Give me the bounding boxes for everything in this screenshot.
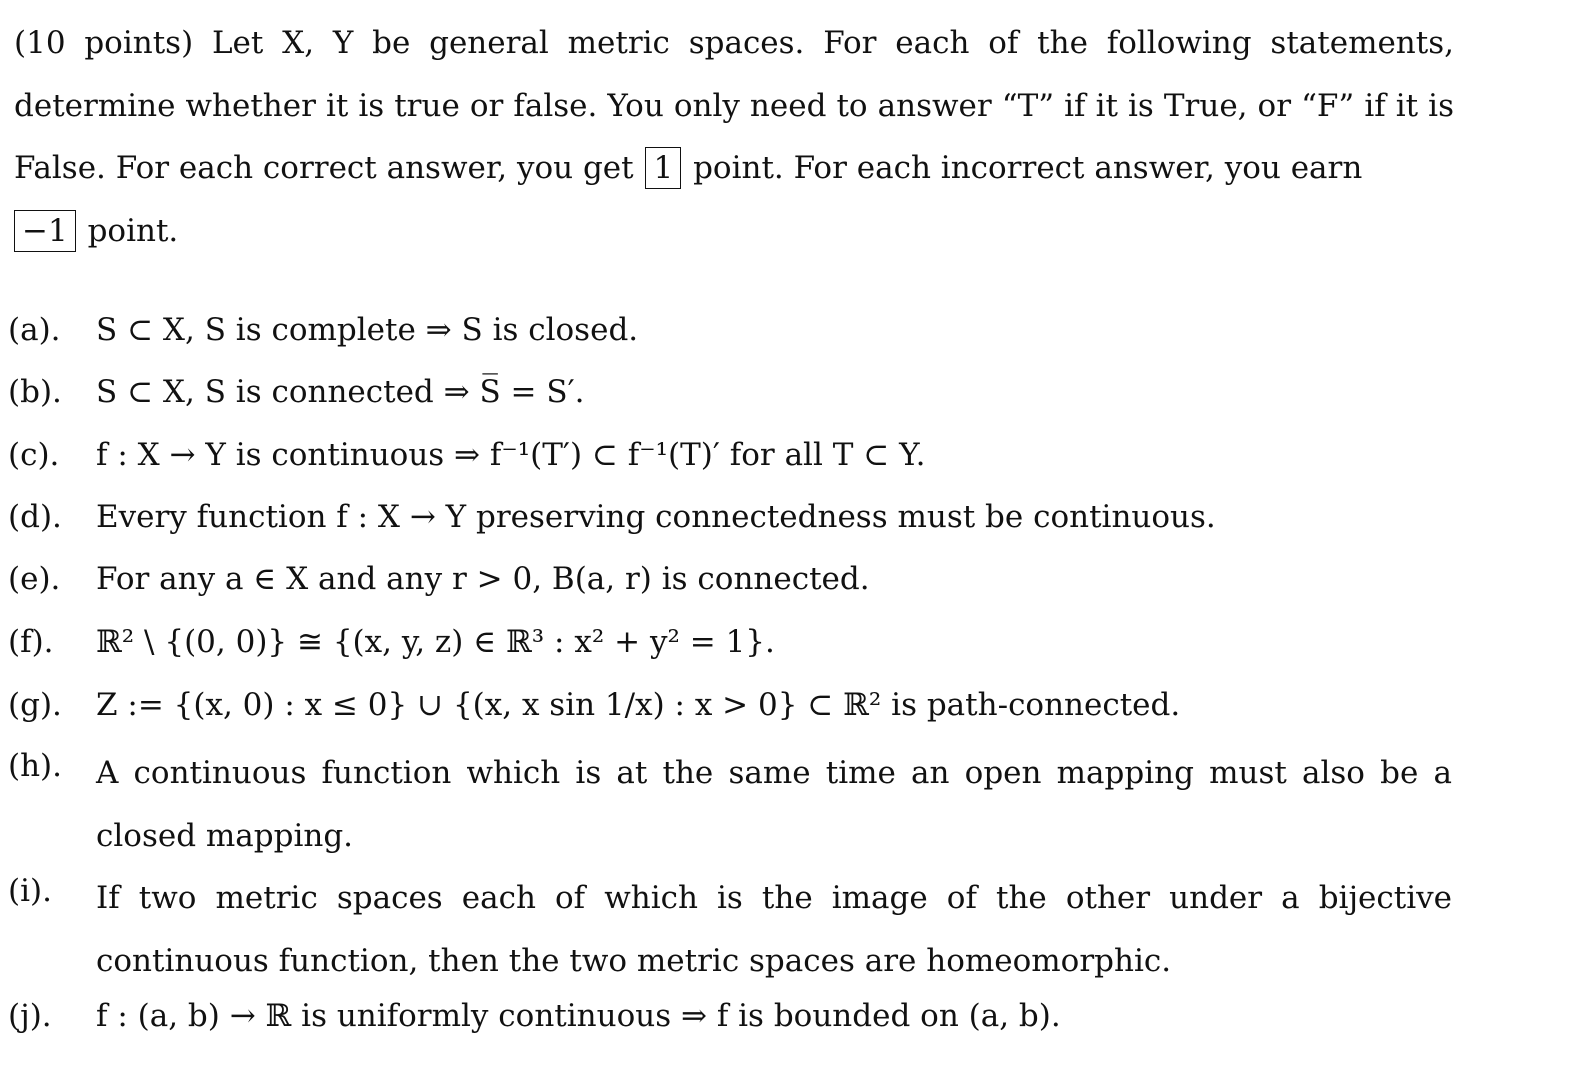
question-label: (j). [8,998,52,1034]
question-text: S ⊂ X, S is connected ⇒ S̅ = S′. [96,374,585,410]
question-text: f : X → Y is continuous ⇒ f⁻¹(T′) ⊂ f⁻¹(T)′ for all T ⊂ Y. [96,437,926,473]
intro-text-b: point. For each incorrect answer, you earn [693,150,1363,186]
question-text: For any a ∈ X and any r > 0, B(a, r) is connected. [96,561,870,597]
incorrect-points-box: −1 [14,210,76,252]
question-label: (h). [8,748,63,784]
question-label: (e). [8,561,61,597]
intro-text-a: (10 points) Let X, Y be general metric spaces. For each of the following statements, determine whether it is true or false. You only need to answer “T” if it is True, or “F” if it is False. For each correct answer, you get [14,25,1454,186]
question-text: S ⊂ X, S is complete ⇒ S is closed. [96,312,639,348]
question-label: (f). [8,624,54,660]
question-text: If two metric spaces each of which is the image of the other under a bijective continuous function, then the two metric spaces are homeomorphic. [96,880,1452,979]
intro-text-c: point. [87,212,179,249]
question-label: (d). [8,499,62,535]
question-label: (g). [8,687,62,723]
question-text: ℝ² \ {(0, 0)} ≅ {(x, y, z) ∈ ℝ³ : x² + y² = 1}. [96,624,775,660]
question-label: (c). [8,437,60,473]
question-text: Z := {(x, 0) : x ≤ 0} ∪ {(x, x sin 1/x) : x > 0} ⊂ ℝ² is path-connected. [96,687,1181,723]
question-label: (i). [8,873,52,909]
question-label: (a). [8,312,61,348]
question-label: (b). [8,374,62,410]
question-text: A continuous function which is at the same time an open mapping must also be a closed mapping. [96,755,1452,854]
problem-intro [14,12,1454,262]
question-text: Every function f : X → Y preserving connectedness must be continuous. [96,499,1216,535]
correct-points-box: 1 [645,147,681,189]
question-text: f : (a, b) → ℝ is uniformly continuous ⇒ f is bounded on (a, b). [96,998,1061,1034]
